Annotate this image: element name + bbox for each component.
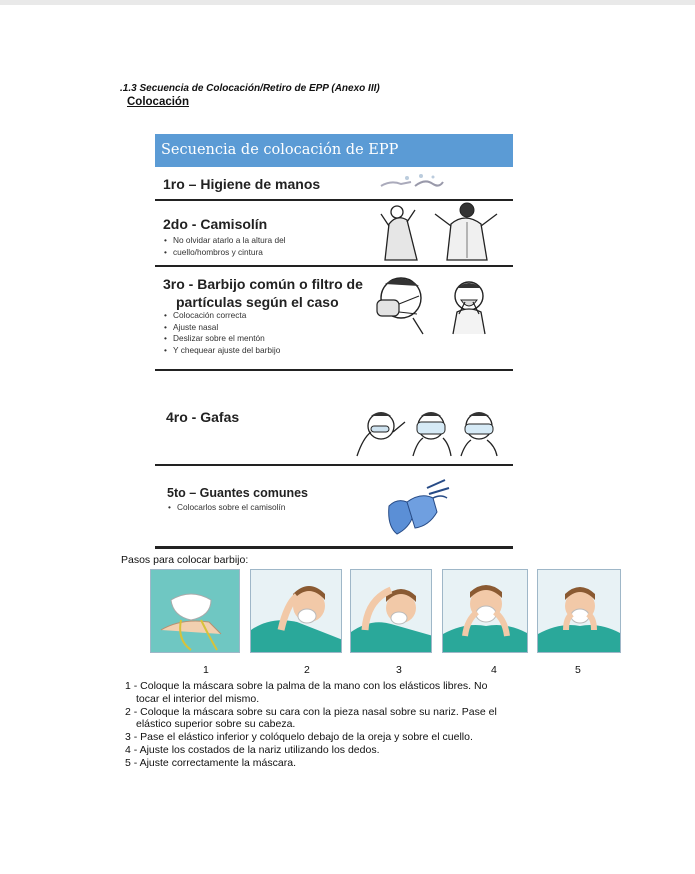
mask-step-4-image: [442, 569, 528, 653]
step-number: 5: [575, 664, 581, 676]
step-3-title-line1: 3ro - Barbijo común o filtro de: [163, 276, 363, 292]
step-3-bullet: • Deslizar sobre el mentón: [163, 333, 280, 345]
step-3-bullet: • Colocación correcta: [163, 310, 280, 322]
gloves-illustration: [383, 476, 459, 538]
divider-5: [155, 546, 513, 549]
step-number: 3: [396, 664, 402, 676]
mask-donning-illustration: [373, 274, 509, 336]
step-5-bullet: • Colocarlos sobre el camisolín: [167, 502, 285, 514]
goggles-donning-illustration: [353, 402, 509, 458]
instruction-line: 1 - Coloque la máscara sobre la palma de la mano con los elásticos libres. No: [125, 680, 488, 692]
instruction-line: 4 - Ajuste los costados de la nariz utilizando los dedos.: [125, 743, 380, 756]
panel-banner: Secuencia de colocación de EPP: [155, 134, 513, 167]
hand-washing-icon: [377, 172, 447, 196]
step-3-bullet: • Y chequear ajuste del barbijo: [163, 345, 280, 357]
step-2-bullet: • No olvidar atarlo a la altura del: [163, 235, 286, 247]
mask-step-5-image: [537, 569, 621, 653]
mask-steps-title: Pasos para colocar barbijo:: [121, 554, 249, 566]
step-5-bullets: [167, 502, 285, 514]
step-4-title: 4ro - Gafas: [166, 409, 240, 425]
divider-4: [155, 464, 513, 466]
mask-instructions: [125, 680, 565, 770]
step-3-title-line2: partículas según el caso: [176, 294, 339, 310]
step-2-bullets: [163, 235, 286, 258]
gown-donning-illustration: [377, 200, 509, 262]
mask-step-1-image: [150, 569, 240, 653]
divider-3: [155, 369, 513, 371]
instruction-line: 5 - Ajuste correctamente la máscara.: [125, 756, 296, 769]
instruction-line: 3 - Pase el elástico inferior y colóquelo debajo de la oreja y sobre el cuello.: [125, 731, 473, 744]
step-1-title: 1ro – Higiene de manos: [163, 176, 321, 192]
instruction-line: 2 - Coloque la máscara sobre su cara con la pieza nasal sobre su nariz. Pase el: [125, 705, 497, 718]
step-number: 1: [203, 664, 209, 676]
mask-step-3-image: [350, 569, 432, 653]
step-number: 4: [491, 664, 497, 676]
instruction-line: tocar el interior del mismo.: [136, 692, 260, 705]
ppe-sequence-panel: [155, 134, 513, 550]
section-subheading: Colocación: [127, 96, 189, 108]
section-heading: .1.3 Secuencia de Colocación/Retiro de EPP (Anexo III): [120, 83, 380, 94]
step-5-title: 5to – Guantes comunes: [167, 486, 309, 500]
instruction-line: elástico superior sobre su cabeza.: [136, 718, 296, 731]
step-2-title: 2do - Camisolín: [163, 216, 268, 232]
page-top-edge: [0, 0, 695, 5]
mask-step-2-image: [250, 569, 342, 653]
step-number: 2: [304, 664, 310, 676]
divider-2: [155, 265, 513, 267]
step-3-bullet: • Ajuste nasal: [163, 322, 280, 334]
step-3-bullets: [163, 310, 280, 356]
step-2-bullet: • cuello/hombros y cintura: [163, 247, 286, 259]
